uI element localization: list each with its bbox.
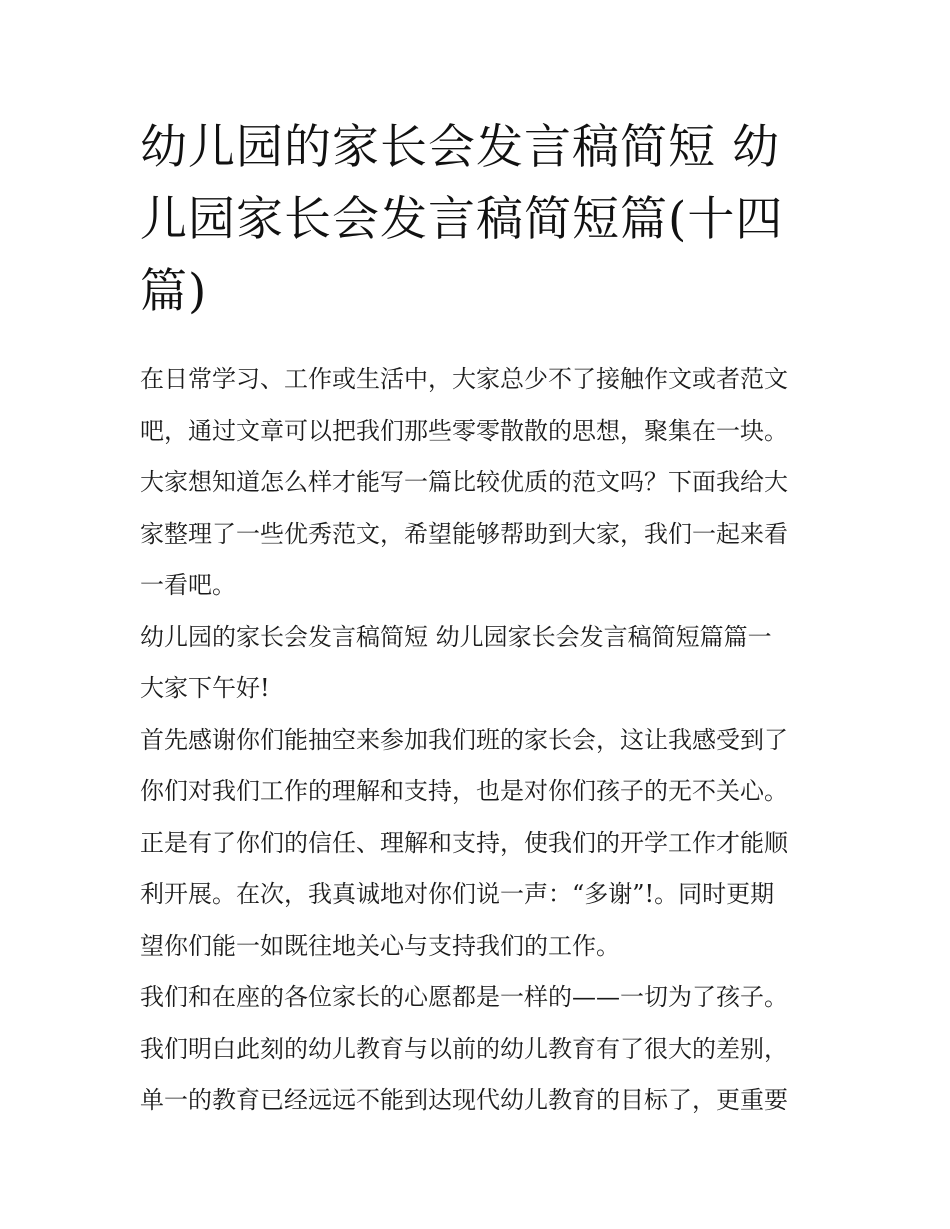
body-line: 望你们能一如既往地关心与支持我们的工作。: [140, 931, 620, 960]
body-line: 我们明白此刻的幼儿教育与以前的幼儿教育有了很大的差别，: [140, 1034, 788, 1063]
body-line: 正是有了你们的信任、理解和支持，使我们的开学工作才能顺: [140, 828, 788, 857]
greeting-line: 大家下午好!: [140, 674, 270, 702]
body-line: 家整理了一些优秀范文，希望能够帮助到大家，我们一起来看: [140, 519, 788, 548]
section-heading: 幼儿园的家长会发言稿简短 幼儿园家长会发言稿简短篇篇一: [140, 622, 772, 651]
document-title: 幼儿园的家长会发言稿简短 幼儿园家长会发言稿简短篇(十四篇): [140, 120, 784, 319]
body-line: 我们和在座的各位家长的心愿都是一样的——一切为了孩子。: [140, 983, 788, 1011]
body-line: 大家想知道怎么样才能写一篇比较优质的范文吗？下面我给大: [140, 468, 788, 496]
body-line: 吧，通过文章可以把我们那些零零散散的思想，聚集在一块。: [140, 416, 788, 445]
body-line: 单一的教育已经远远不能到达现代幼儿教育的目标了，更重要: [140, 1086, 788, 1114]
document-body: [140, 354, 830, 1127]
body-line: 在日常学习、工作或生活中，大家总少不了接触作文或者范文: [140, 365, 788, 393]
body-line: 利开展。在次，我真诚地对你们说一声：“多谢”!。同时更期: [140, 880, 775, 908]
body-line: 一看吧。: [140, 571, 236, 599]
body-line: 你们对我们工作的理解和支持，也是对你们孩子的无不关心。: [140, 777, 788, 805]
body-line: 首先感谢你们能抽空来参加我们班的家长会，这让我感受到了: [140, 725, 788, 754]
